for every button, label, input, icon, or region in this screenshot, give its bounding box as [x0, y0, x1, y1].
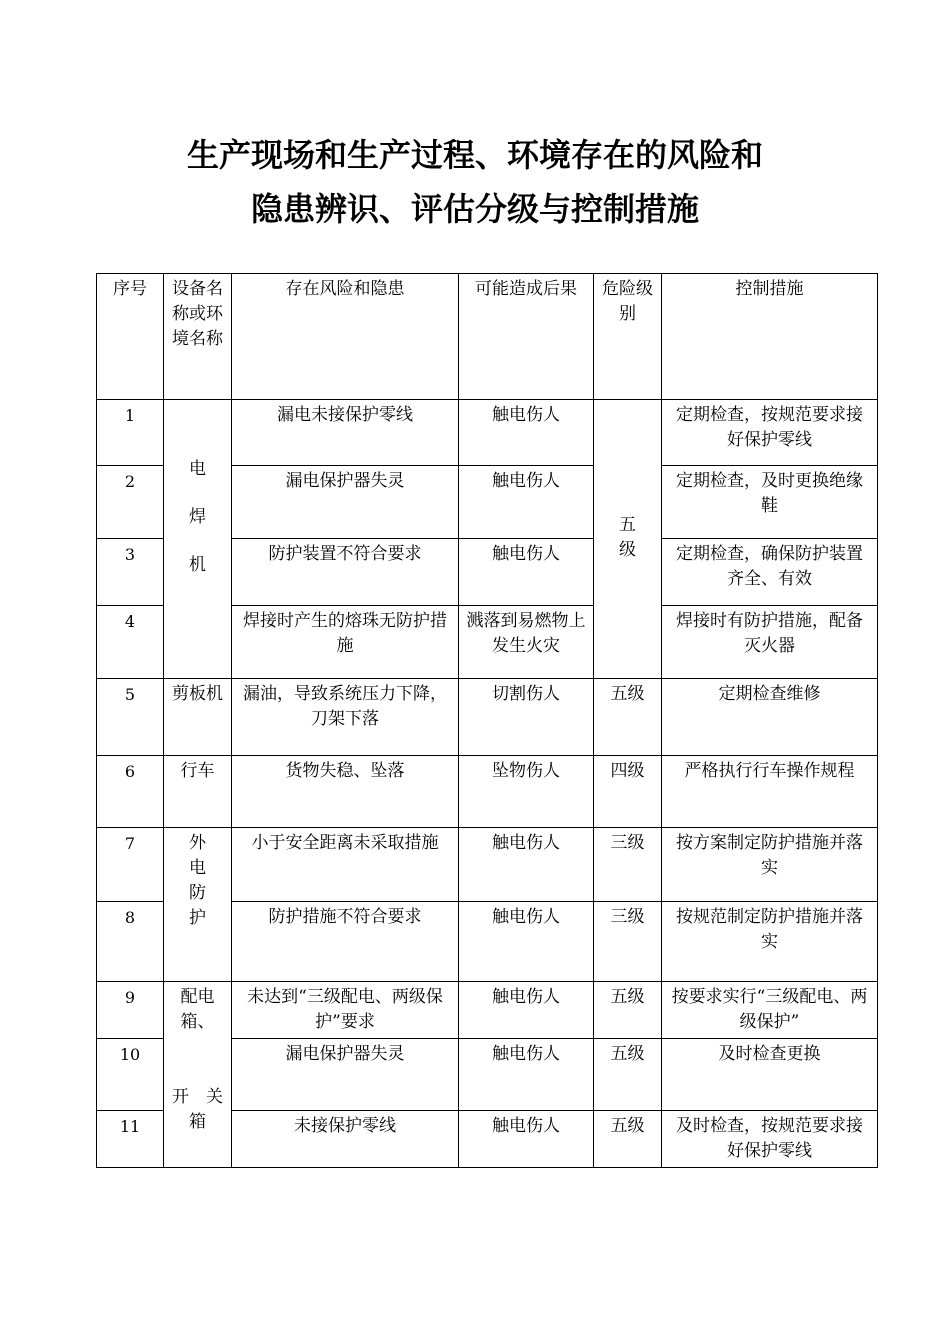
equipment-distribution-box: 配电 箱、 开 关 箱: [164, 982, 232, 1168]
row-consequence: 切割伤人: [459, 679, 594, 756]
row-measures: 定期检查，确保防护装置齐全、有效: [662, 539, 878, 606]
table-row: [97, 828, 878, 902]
header-level: 危险级别: [594, 274, 662, 400]
header-no: 序号: [97, 274, 164, 400]
row-measures: 焊接时有防护措施，配备灭火器: [662, 606, 878, 679]
row-risk: 漏电未接保护零线: [232, 400, 459, 466]
row-risk: 焊接时产生的熔珠无防护措施: [232, 606, 459, 679]
row-no: 5: [97, 679, 164, 756]
row-measures: 按规范制定防护措施并落实: [662, 902, 878, 982]
row-consequence: 触电伤人: [459, 1039, 594, 1111]
row-no: 2: [97, 466, 164, 539]
row-risk: 防护措施不符合要求: [232, 902, 459, 982]
row-no: 10: [97, 1039, 164, 1111]
header-risk: 存在风险和隐患: [232, 274, 459, 400]
row-consequence: 触电伤人: [459, 902, 594, 982]
row-no: 3: [97, 539, 164, 606]
row-risk: 未接保护零线: [232, 1111, 459, 1168]
row-risk: 货物失稳、坠落: [232, 756, 459, 828]
risk-table: [96, 273, 878, 1168]
row-risk: 防护装置不符合要求: [232, 539, 459, 606]
header-consequence: 可能造成后果: [459, 274, 594, 400]
row-no: 1: [97, 400, 164, 466]
row-no: 11: [97, 1111, 164, 1168]
equipment-shear: 剪板机: [164, 679, 232, 756]
row-risk: 小于安全距离未采取措施: [232, 828, 459, 902]
row-risk: 漏电保护器失灵: [232, 466, 459, 539]
row-no: 9: [97, 982, 164, 1039]
row-no: 7: [97, 828, 164, 902]
row-consequence: 触电伤人: [459, 539, 594, 606]
equipment-external-protection: 外 电 防 护: [164, 828, 232, 982]
row-no: 8: [97, 902, 164, 982]
row-consequence: 溅落到易燃物上发生火灾: [459, 606, 594, 679]
table-row: [97, 756, 878, 828]
row-consequence: 触电伤人: [459, 982, 594, 1039]
table-row: [97, 400, 878, 466]
row-measures: 及时检查更换: [662, 1039, 878, 1111]
row-consequence: 触电伤人: [459, 828, 594, 902]
row-no: 4: [97, 606, 164, 679]
row-level: 五级: [594, 679, 662, 756]
header-equipment: 设备名称或环境名称: [164, 274, 232, 400]
table-row: [97, 679, 878, 756]
row-measures: 及时检查，按规范要求接好保护零线: [662, 1111, 878, 1168]
document-title-line2: 隐患辨识、评估分级与控制措施: [250, 190, 699, 228]
welder-level: 五 级: [594, 400, 662, 679]
row-measures: 按方案制定防护措施并落实: [662, 828, 878, 902]
equipment-crane: 行车: [164, 756, 232, 828]
row-measures: 定期检查，按规范要求接好保护零线: [662, 400, 878, 466]
row-no: 6: [97, 756, 164, 828]
row-consequence: 触电伤人: [459, 1111, 594, 1168]
row-measures: 定期检查，及时更换绝缘鞋: [662, 466, 878, 539]
row-consequence: 坠物伤人: [459, 756, 594, 828]
row-risk: 漏油，导致系统压力下降，刀架下落: [232, 679, 459, 756]
row-measures: 定期检查维修: [662, 679, 878, 756]
table-header-row: [97, 274, 878, 400]
row-measures: 按要求实行“三级配电、两级保护”: [662, 982, 878, 1039]
row-risk: 未达到“三级配电、两级保护”要求: [232, 982, 459, 1039]
row-level: 三级: [594, 828, 662, 902]
document-title-line1: 生产现场和生产过程、环境存在的风险和: [186, 136, 763, 174]
row-level: 五级: [594, 1111, 662, 1168]
row-level: 五级: [594, 982, 662, 1039]
row-consequence: 触电伤人: [459, 466, 594, 539]
row-consequence: 触电伤人: [459, 400, 594, 466]
row-level: 三级: [594, 902, 662, 982]
equipment-welder: 电 焊 机: [164, 400, 232, 679]
row-level: 四级: [594, 756, 662, 828]
table-row: [97, 982, 878, 1039]
row-risk: 漏电保护器失灵: [232, 1039, 459, 1111]
row-measures: 严格执行行车操作规程: [662, 756, 878, 828]
header-measures: 控制措施: [662, 274, 878, 400]
row-level: 五级: [594, 1039, 662, 1111]
